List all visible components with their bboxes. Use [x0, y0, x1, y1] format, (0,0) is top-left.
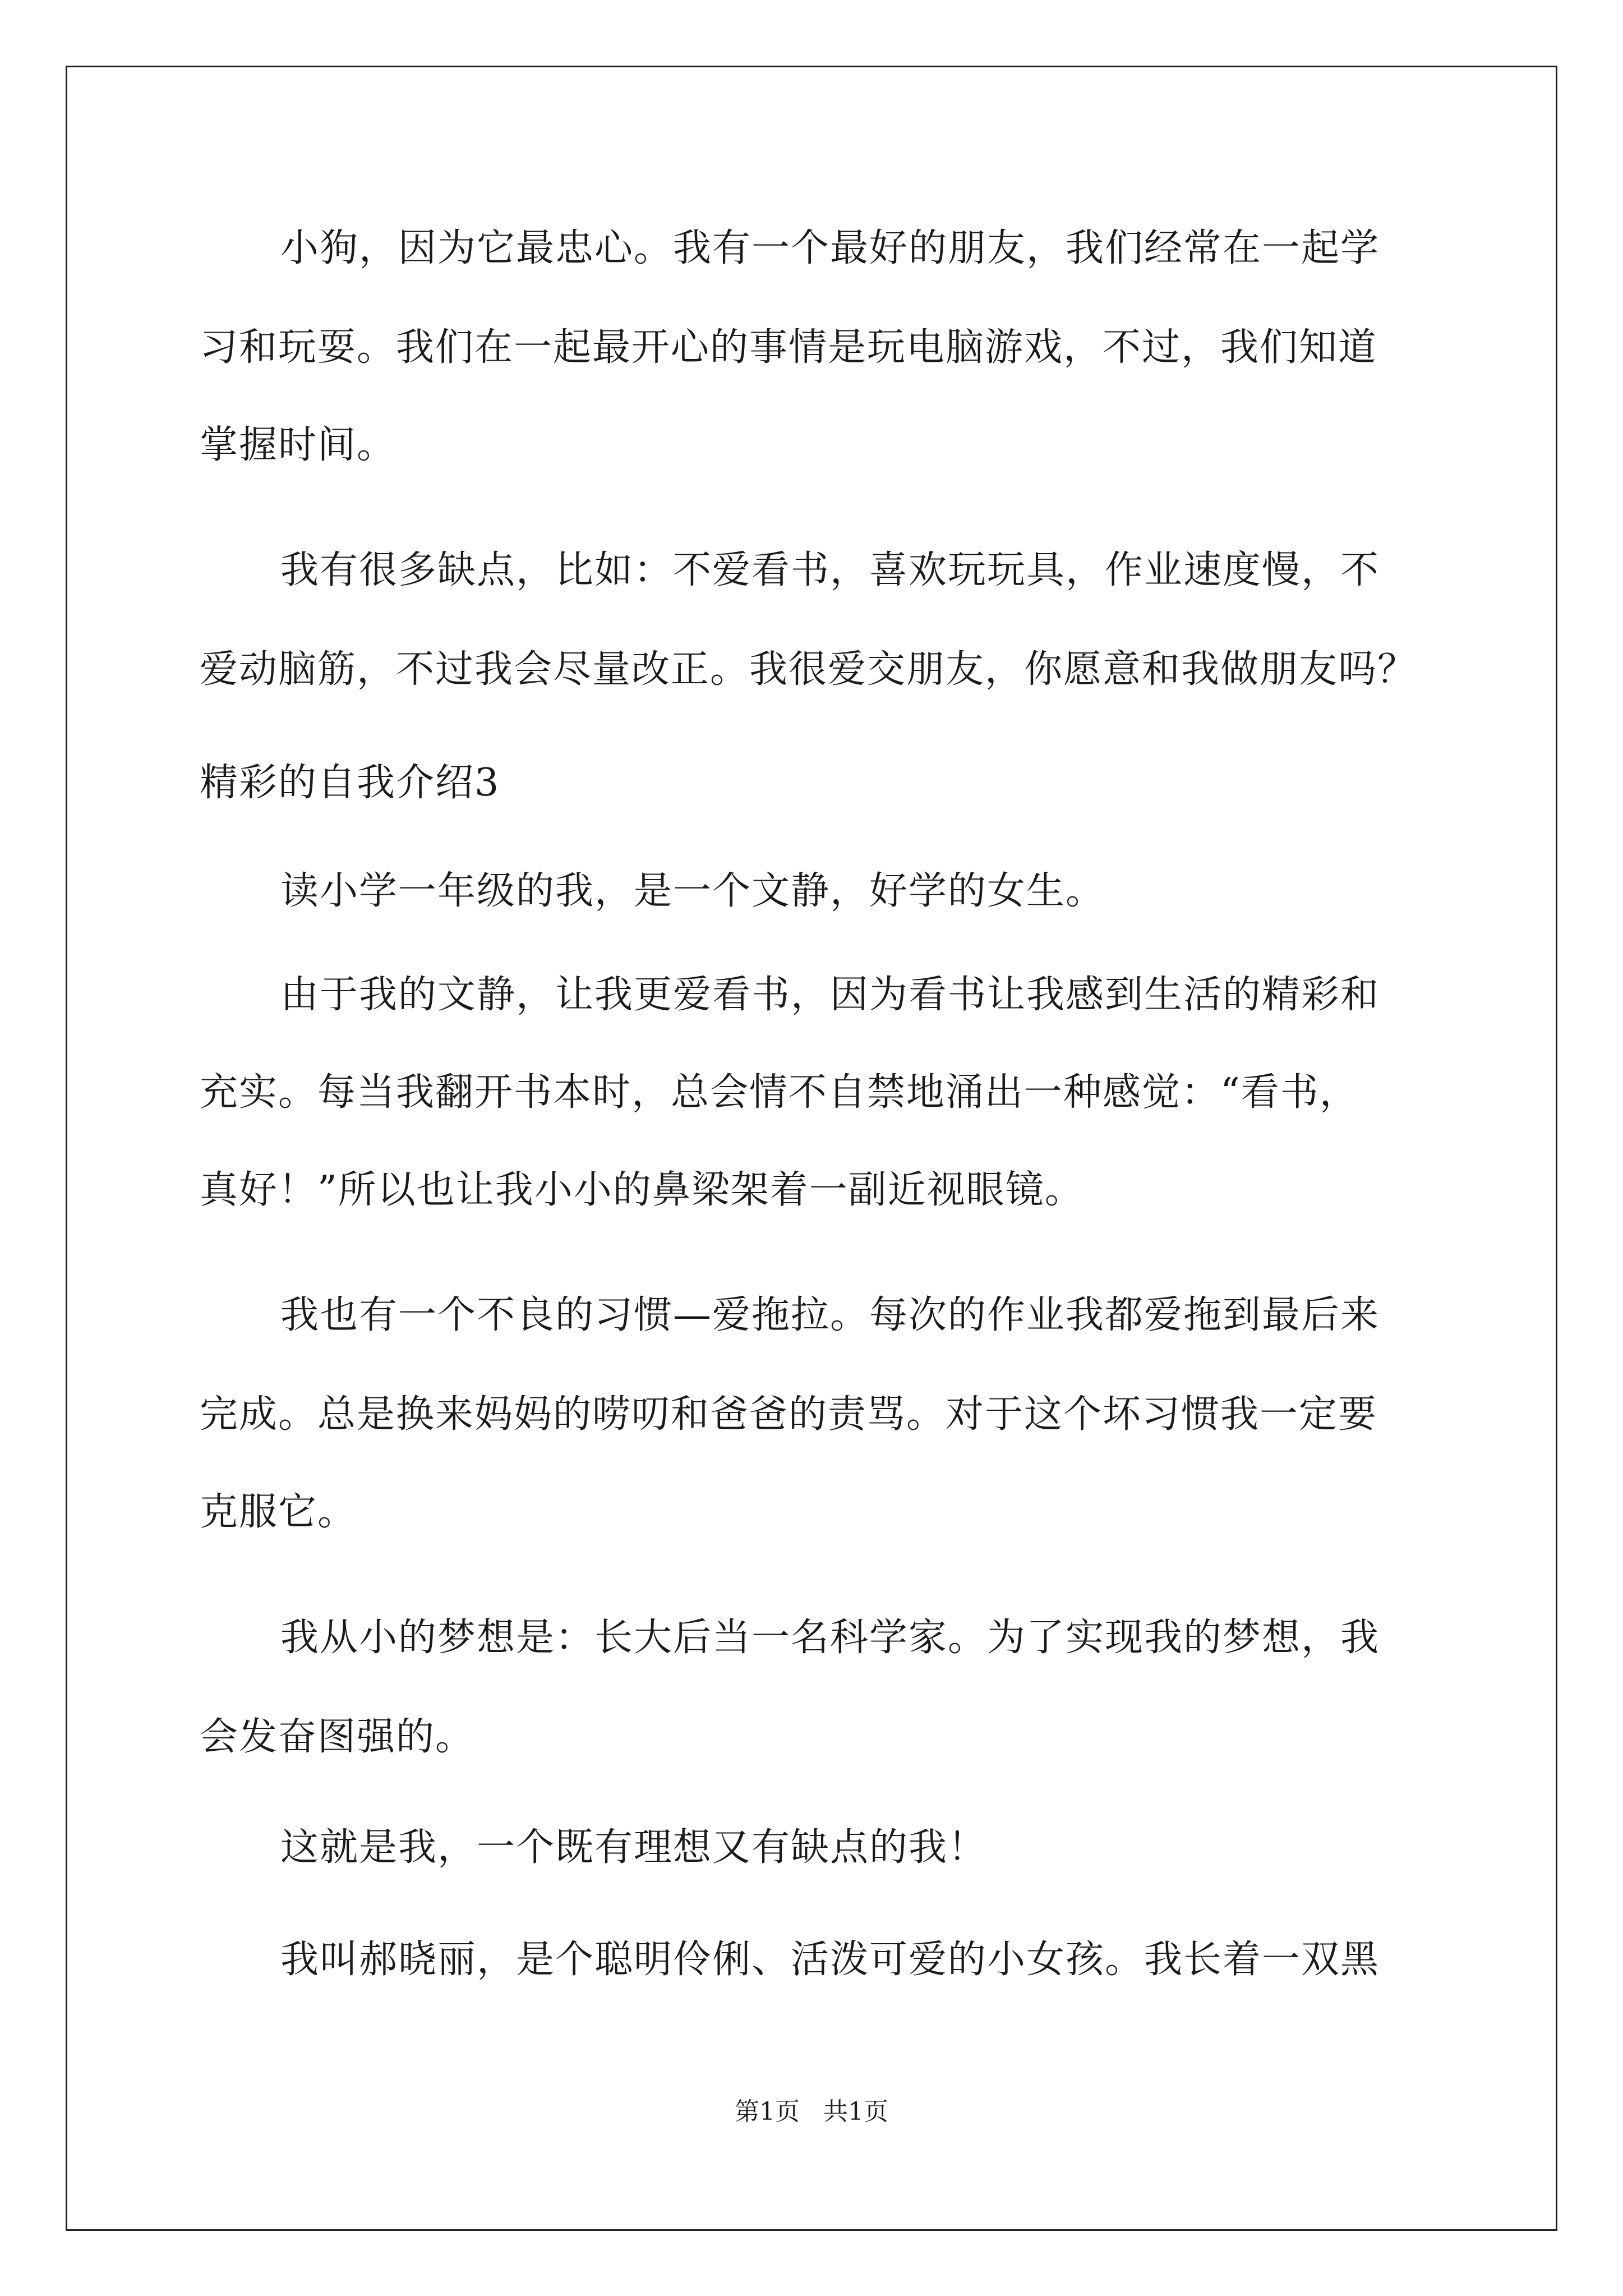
- body-text-line: 由于我的文静，让我更爱看书，因为看书让我感到生活的精彩和: [280, 973, 1380, 1017]
- page-border: [66, 66, 1557, 2231]
- page-footer: 第1页 共1页: [735, 2097, 888, 2126]
- body-text-line: 真好！”所以也让我小小的鼻梁架着一副近视眼镜。: [200, 1168, 1084, 1212]
- body-text-line: 我也有一个不良的习惯—爱拖拉。每次的作业我都爱拖到最后来: [280, 1293, 1380, 1337]
- body-text-line: 我有很多缺点，比如：不爱看书，喜欢玩玩具，作业速度慢，不: [280, 548, 1380, 592]
- body-text-line: 我从小的梦想是：长大后当一名科学家。为了实现我的梦想，我: [280, 1616, 1380, 1660]
- body-text-line: 克服它。: [200, 1490, 357, 1534]
- body-text-line: 充实。每当我翻开书本时，总会情不自禁地涌出一种感觉：“看书，: [200, 1070, 1359, 1115]
- body-text-line: 会发奋图强的。: [200, 1715, 475, 1759]
- body-text-line: 我叫郝晓丽，是个聪明伶俐、活泼可爱的小女孩。我长着一双黑: [280, 1938, 1380, 1982]
- body-text-line: 完成。总是换来妈妈的唠叨和爸爸的责骂。对于这个坏习惯我一定要: [200, 1392, 1378, 1437]
- body-text-line: 小狗，因为它最忠心。我有一个最好的朋友，我们经常在一起学: [280, 226, 1380, 270]
- body-text-line: 读小学一年级的我，是一个文静，好学的女生。: [280, 869, 1105, 913]
- body-text-line: 爱动脑筋，不过我会尽量改正。我很爱交朋友，你愿意和我做朋友吗？: [200, 647, 1417, 692]
- body-text-line: 习和玩耍。我们在一起最开心的事情是玩电脑游戏，不过，我们知道: [200, 325, 1378, 370]
- body-text-line: 掌握时间。: [200, 423, 396, 467]
- section-heading: 精彩的自我介绍3: [200, 761, 500, 805]
- body-text-line: 这就是我，一个既有理想又有缺点的我！: [280, 1825, 988, 1870]
